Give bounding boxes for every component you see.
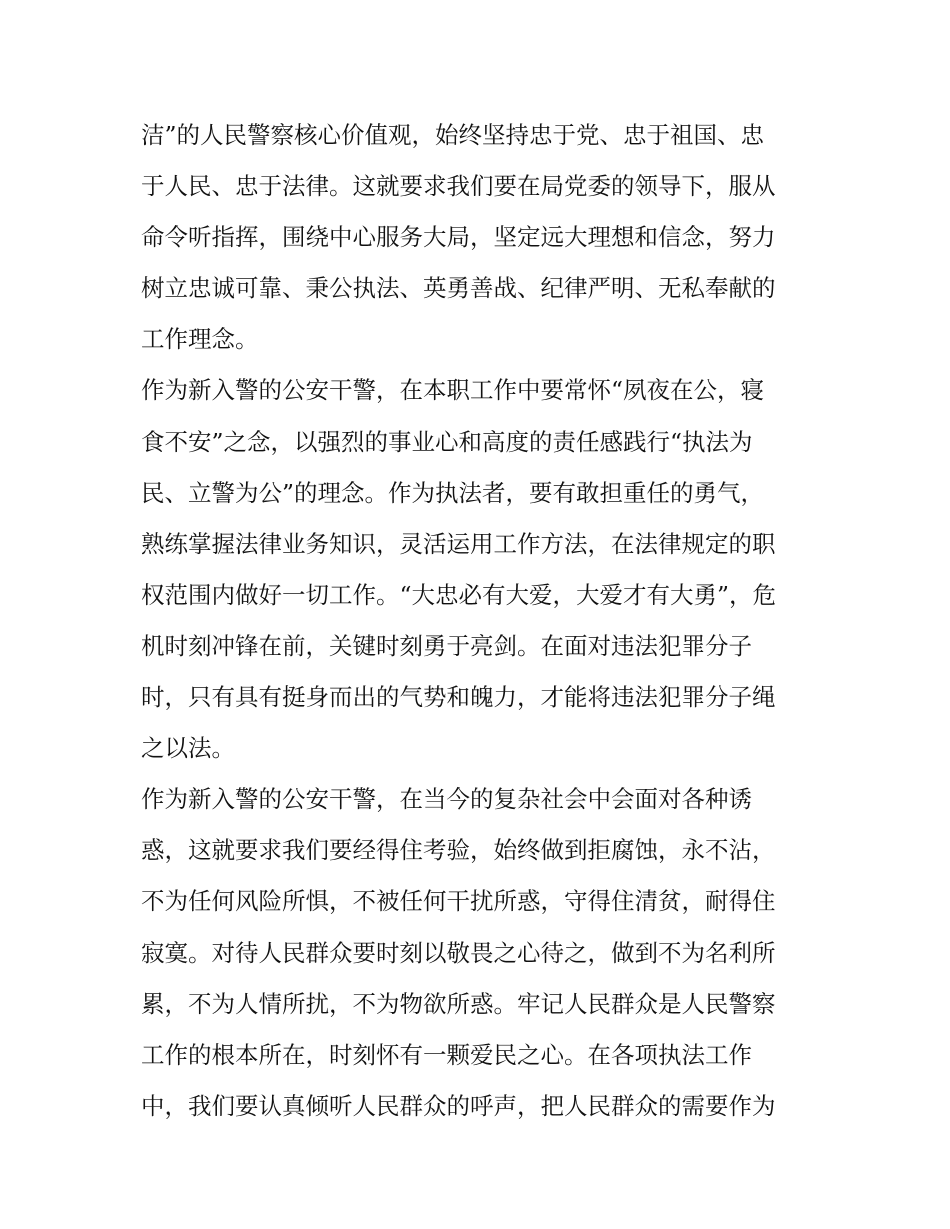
body-text [141,110,821,1132]
text-line: 寂寞。对待人民群众要时刻以敬畏之心待之，做到不为名利所 [141,938,776,967]
text-line: 权范围内做好一切工作。“大忠必有大爱，大爱才有大勇”，危 [141,580,777,609]
text-line: 民、立警为公”的理念。作为执法者，要有敢担重任的勇气， [141,478,765,507]
text-line: 食不安”之念，以强烈的事业心和高度的责任感践行“执法为 [141,427,753,456]
text-line: 机时刻冲锋在前，关键时刻勇于亮剑。在面对违法犯罪分子 [141,631,752,660]
text-line: 熟练掌握法律业务知识，灵活运用工作方法，在法律规定的职 [141,529,776,558]
text-line: 时，只有具有挺身而出的气势和魄力，才能将违法犯罪分子绳 [141,683,776,712]
text-line: 作为新入警的公安干警，在当今的复杂社会中会面对各种诱 [141,785,752,814]
text-line: 累，不为人情所扰，不为物欲所惑。牢记人民群众是人民警察 [141,989,776,1018]
text-line: 洁”的人民警察核心价值观，始终坚持忠于党、忠于祖国、忠 [141,121,765,149]
text-line: 惑，这就要求我们要经得住考验，始终做到拒腐蚀，永不沾， [141,836,776,865]
text-line: 树立忠诚可靠、秉公执法、英勇善战、纪律严明、无私奉献的 [141,274,776,303]
text-line: 命令听指挥，围绕中心服务大局，坚定远大理想和信念，努力 [141,223,776,252]
text-line: 不为任何风险所惧，不被任何干扰所惑，守得住清贫，耐得住 [141,887,776,916]
text-line: 中，我们要认真倾听人民群众的呼声，把人民群众的需要作为 [141,1091,776,1120]
text-line: 之以法。 [141,734,235,763]
text-line: 于人民、忠于法律。这就要求我们要在局党委的领导下，服从 [141,172,776,201]
text-line: 工作的根本所在，时刻怀有一颗爱民之心。在各项执法工作 [141,1040,752,1069]
text-line: 工作理念。 [141,325,259,354]
text-line: 作为新入警的公安干警，在本职工作中要常怀“夙夜在公，寝 [141,376,765,405]
